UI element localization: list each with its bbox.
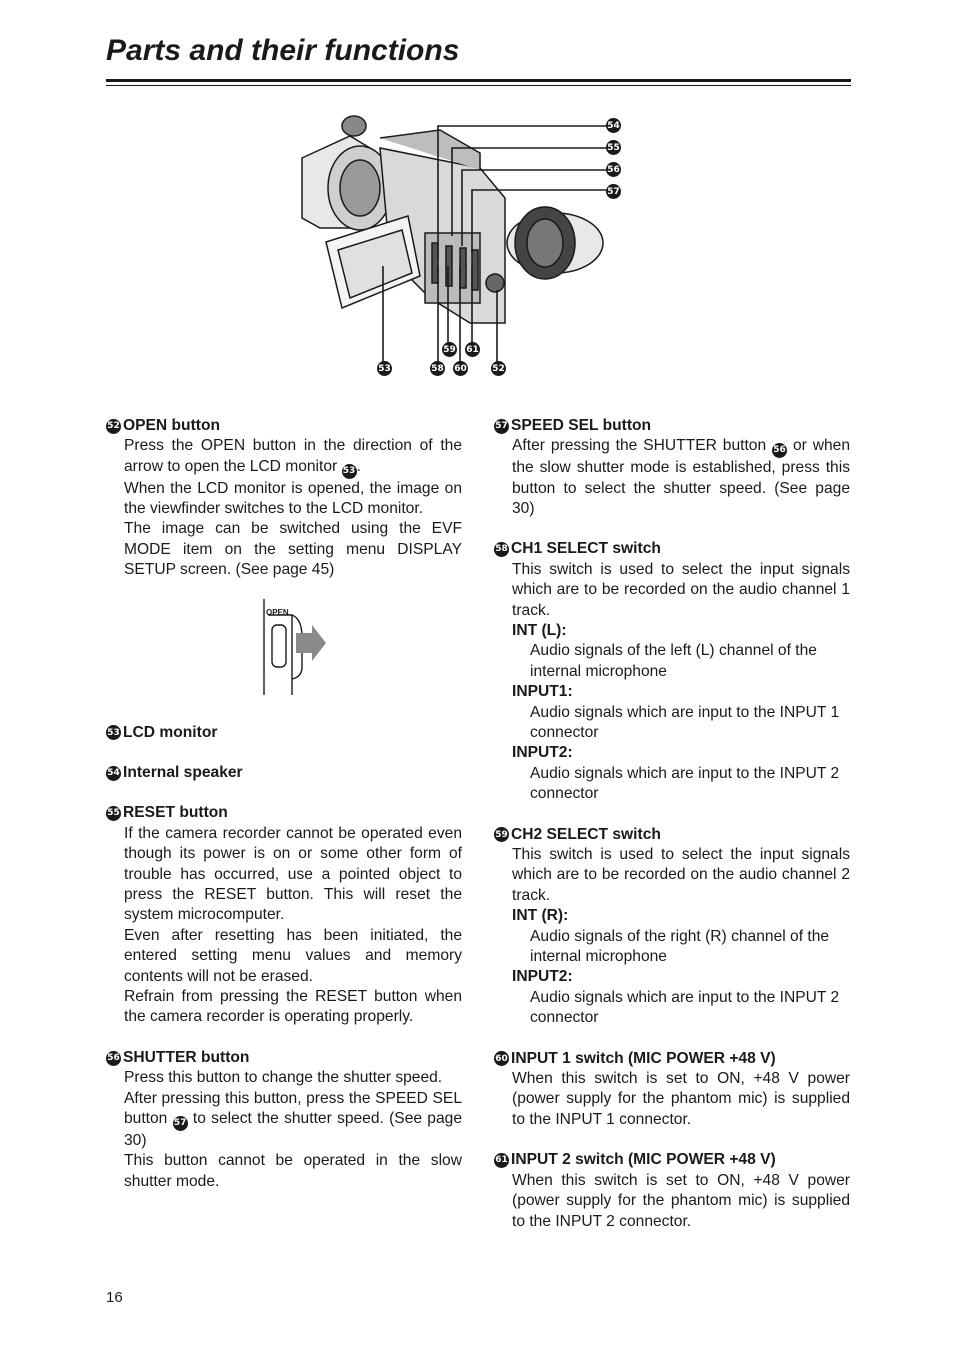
- open-button-illustration: [256, 597, 336, 697]
- item-55-para-2: Even after resetting has been initiated, the entered setting menu values and memory contents will not be erased.: [124, 926, 462, 985]
- item-52-heading: [106, 416, 462, 436]
- item-55-number: 55: [106, 806, 121, 821]
- callout-59: 59: [442, 342, 457, 357]
- item-52-para-1: Press the OPEN button in the direction of the arrow to open the LCD monitor 53.: [124, 436, 462, 478]
- item-54-number: 54: [106, 766, 121, 781]
- item-57-number: 57: [494, 419, 509, 434]
- item-58-sub-2-text: Audio signals which are input to the INPUT 1 connector: [530, 703, 840, 741]
- item-57-para-1: After pressing the SHUTTER button 56 or when the slow shutter mode is established, press this button to select the shutter speed. (See page 30): [512, 437, 851, 517]
- item-54-title: Internal speaker: [123, 763, 243, 781]
- item-56-para-3: This button cannot be operated in the slow shutter mode.: [124, 1152, 462, 1190]
- item-58-sub-1-text: Audio signals of the left (L) channel of the internal microphone: [530, 642, 817, 680]
- item-58-sub-3-text: Audio signals which are input to the INPUT 2 connector: [530, 764, 840, 803]
- item-59-sub-2-text: Audio signals which are input to the INPUT 2 connector: [530, 988, 840, 1027]
- callout-53: 53: [377, 361, 392, 376]
- item-60-para-1: When this switch is set to ON, +48 V power (power supply for the phantom mic) is supplied to the INPUT 1 connector.: [512, 1070, 850, 1128]
- item-57-title: SPEED SEL button: [511, 417, 652, 434]
- open-label: OPEN: [266, 607, 289, 617]
- item-59-title: CH2 SELECT switch: [511, 825, 661, 843]
- callout-52: 52: [491, 361, 506, 376]
- item-60: [494, 1049, 850, 1131]
- item-52-para-2: When the LCD monitor is opened, the image on the viewfinder switches to the LCD monitor.: [124, 479, 462, 517]
- title-rule-thick: [106, 79, 851, 82]
- item-53-title: LCD monitor: [123, 723, 218, 741]
- item-52-number: 52: [106, 419, 121, 434]
- item-59-sub-2: INPUT2:: [512, 968, 573, 986]
- item-59: [494, 825, 850, 1029]
- item-58-sub-1: INT (L):: [512, 621, 567, 639]
- item-52-title: OPEN button: [123, 417, 221, 434]
- callout-56: 56: [606, 162, 621, 177]
- item-53: [106, 723, 462, 743]
- item-53-number: 53: [106, 725, 121, 740]
- title-rule-thin: [106, 85, 851, 86]
- item-55-title: RESET button: [123, 804, 228, 822]
- item-60-title: INPUT 1 switch (MIC POWER +48 V): [511, 1049, 776, 1067]
- item-61-number: 61: [494, 1153, 509, 1168]
- ref-56: 56: [772, 443, 787, 458]
- item-58: [494, 539, 850, 804]
- item-58-sub-2: INPUT1:: [512, 683, 573, 701]
- item-56: [106, 1048, 462, 1192]
- item-58-title: CH1 SELECT switch: [511, 540, 661, 558]
- callout-54: 54: [606, 118, 621, 133]
- item-58-number: 58: [494, 542, 509, 557]
- ref-53: 53: [342, 464, 357, 479]
- item-61-title: INPUT 2 switch (MIC POWER +48 V): [511, 1151, 776, 1169]
- item-55-para-3: Refrain from pressing the RESET button when the camera recorder is operating properly.: [124, 988, 462, 1026]
- left-column: [106, 416, 462, 1212]
- item-59-para-1: This switch is used to select the input signals which are to be recorded on the audio channel 2 track.: [512, 846, 850, 904]
- camera-illustration: [290, 108, 640, 388]
- callout-58: 58: [430, 361, 445, 376]
- item-57: [494, 416, 850, 519]
- item-56-para-2: After pressing this button, press the SPEED SEL button 57 to select the shutter speed. (See page 30): [124, 1089, 462, 1149]
- item-61: [494, 1150, 850, 1232]
- item-56-number: 56: [106, 1051, 121, 1066]
- item-54: [106, 763, 462, 783]
- item-58-sub-3: INPUT2:: [512, 744, 573, 762]
- page-title: Parts and their functions: [106, 34, 460, 67]
- callout-57: 57: [606, 184, 621, 199]
- ref-57: 57: [173, 1116, 188, 1131]
- callout-61: 61: [465, 342, 480, 357]
- item-55: [106, 803, 462, 1027]
- item-59-sub-1-text: Audio signals of the right (R) channel of the internal microphone: [530, 927, 830, 966]
- right-column: [494, 416, 850, 1252]
- item-61-para-1: When this switch is set to ON, +48 V power (power supply for the phantom mic) is supplied to the INPUT 2 connector.: [512, 1171, 850, 1230]
- callout-55: 55: [606, 140, 621, 155]
- item-60-number: 60: [494, 1051, 509, 1066]
- item-58-para-1: This switch is used to select the input signals which are to be recorded on the audio channel 1 track.: [512, 560, 850, 619]
- item-56-para-1: Press this button to change the shutter speed.: [124, 1069, 443, 1087]
- item-55-para-1: If the camera recorder cannot be operated even though its power is on or some other form of trouble has occurred, use a pointed object to press the RESET button. This will reset the system microcomputer.: [124, 824, 462, 924]
- item-52-para-3: The image can be switched using the EVF MODE item on the setting menu DISPLAY SETUP screen. (See page 45): [124, 520, 462, 579]
- page-number: 16: [106, 1289, 123, 1306]
- item-52: [106, 416, 462, 697]
- item-59-sub-1: INT (R):: [512, 907, 569, 925]
- item-59-number: 59: [494, 827, 509, 842]
- item-56-title: SHUTTER button: [123, 1048, 250, 1066]
- callout-60: 60: [453, 361, 468, 376]
